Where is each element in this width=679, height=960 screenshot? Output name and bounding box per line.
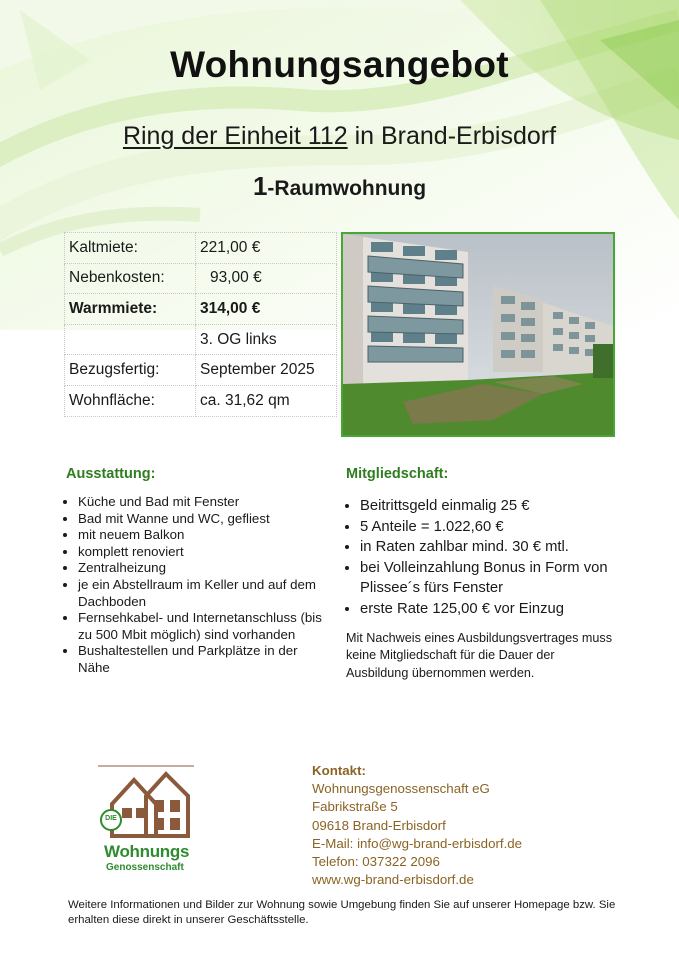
page-title: Wohnungsangebot <box>170 44 509 85</box>
building-illustration <box>343 234 613 435</box>
contact-company: Wohnungsgenossenschaft eG <box>312 781 490 797</box>
list-item: • Zentralheizung <box>78 560 330 577</box>
list-item: • Fernsehkabel- und Internetanschluss (bis zu 500 Mbit möglich) sind vorhanden <box>78 610 330 643</box>
list-item: • Küche und Bad mit Fenster <box>78 494 330 511</box>
list-item: • in Raten zahlbar mind. 30 € mtl. <box>360 537 622 558</box>
ausstattung-section <box>60 494 330 677</box>
fact-label: Nebenkosten: <box>65 263 196 294</box>
fact-label: Wohnfläche: <box>65 385 196 416</box>
fact-value: September 2025 <box>196 355 337 386</box>
ausbildung-note: Mit Nachweis eines Ausbildungsvertrages muss keine Mitgliedschaft für die Dauer der Ausbildung übernommen werden. <box>346 631 612 680</box>
company-logo <box>98 762 198 882</box>
fact-row <box>65 324 337 355</box>
list-item: • je ein Abstellraum im Keller und auf dem Dachboden <box>78 577 330 610</box>
list-item: • Bushaltestellen und Parkplätze in der Nähe <box>78 643 330 676</box>
contact-email[interactable]: E-Mail: info@wg-brand-erbisdorf.de <box>312 835 523 851</box>
fact-value: ca. 31,62 qm <box>196 385 337 416</box>
logo-wordmark-line1: Wohnungs <box>104 842 190 861</box>
fact-row <box>65 385 337 416</box>
fact-row <box>65 263 337 294</box>
mitgliedschaft-section <box>342 496 622 620</box>
logo-wordmark-line2: Genossenschaft <box>106 862 184 873</box>
fact-row <box>65 233 337 264</box>
building-photo <box>341 232 615 437</box>
logo-badge: DIE <box>105 815 117 822</box>
contact-heading: Kontakt: <box>312 763 366 778</box>
fact-value: 314,00 € <box>196 294 337 325</box>
fact-row <box>65 355 337 386</box>
fact-value: 221,00 € <box>196 233 337 264</box>
contact-city: 09618 Brand-Erbisdorf <box>312 817 446 833</box>
contact-website[interactable]: www.wg-brand-erbisdorf.de <box>312 872 474 888</box>
list-item: • mit neuem Balkon <box>78 527 330 544</box>
fact-row <box>65 294 337 325</box>
list-item: • erste Rate 125,00 € vor Einzug <box>360 599 622 620</box>
town: in Brand-Erbisdorf <box>354 122 557 150</box>
footer-note: Weitere Informationen und Bilder zur Wohnung sowie Umgebung finden Sie auf unserer Homepage bzw. Sie erhalten diese direkt in unserer Geschäftsstelle. <box>68 899 616 927</box>
street-address: Ring der Einheit 112 <box>122 122 348 150</box>
fact-label: Warmmiete: <box>65 294 196 325</box>
address-line <box>0 122 679 151</box>
list-item: • Beitrittsgeld einmalig 25 € <box>360 496 622 517</box>
facts-table <box>64 232 337 417</box>
contact-phone[interactable]: Telefon: 037322 2096 <box>312 854 440 870</box>
ausstattung-heading: Ausstattung: <box>66 466 156 482</box>
contact-block <box>312 762 522 889</box>
fact-label <box>65 324 196 355</box>
fact-label: Bezugsfertig: <box>65 355 196 386</box>
fact-label: Kaltmiete: <box>65 233 196 264</box>
mitgliedschaft-heading: Mitgliedschaft: <box>346 466 449 482</box>
list-item: • Bad mit Wanne und WC, gefliest <box>78 511 330 528</box>
room-count-heading <box>0 171 679 202</box>
list-item: • komplett renoviert <box>78 544 330 561</box>
list-item: • bei Volleinzahlung Bonus in Form von Plissee´s fürs Fenster <box>360 558 622 599</box>
rooms-suffix: -Raumwohnung <box>267 177 427 200</box>
fact-value: 3. OG links <box>196 324 337 355</box>
contact-street: Fabrikstraße 5 <box>312 799 398 815</box>
mitgliedschaft-list <box>342 496 622 620</box>
list-item: • 5 Anteile = 1.022,60 € <box>360 517 622 538</box>
rooms-number: 1 <box>252 171 268 201</box>
fact-value: 93,00 € <box>196 263 337 294</box>
ausstattung-list <box>60 494 330 677</box>
